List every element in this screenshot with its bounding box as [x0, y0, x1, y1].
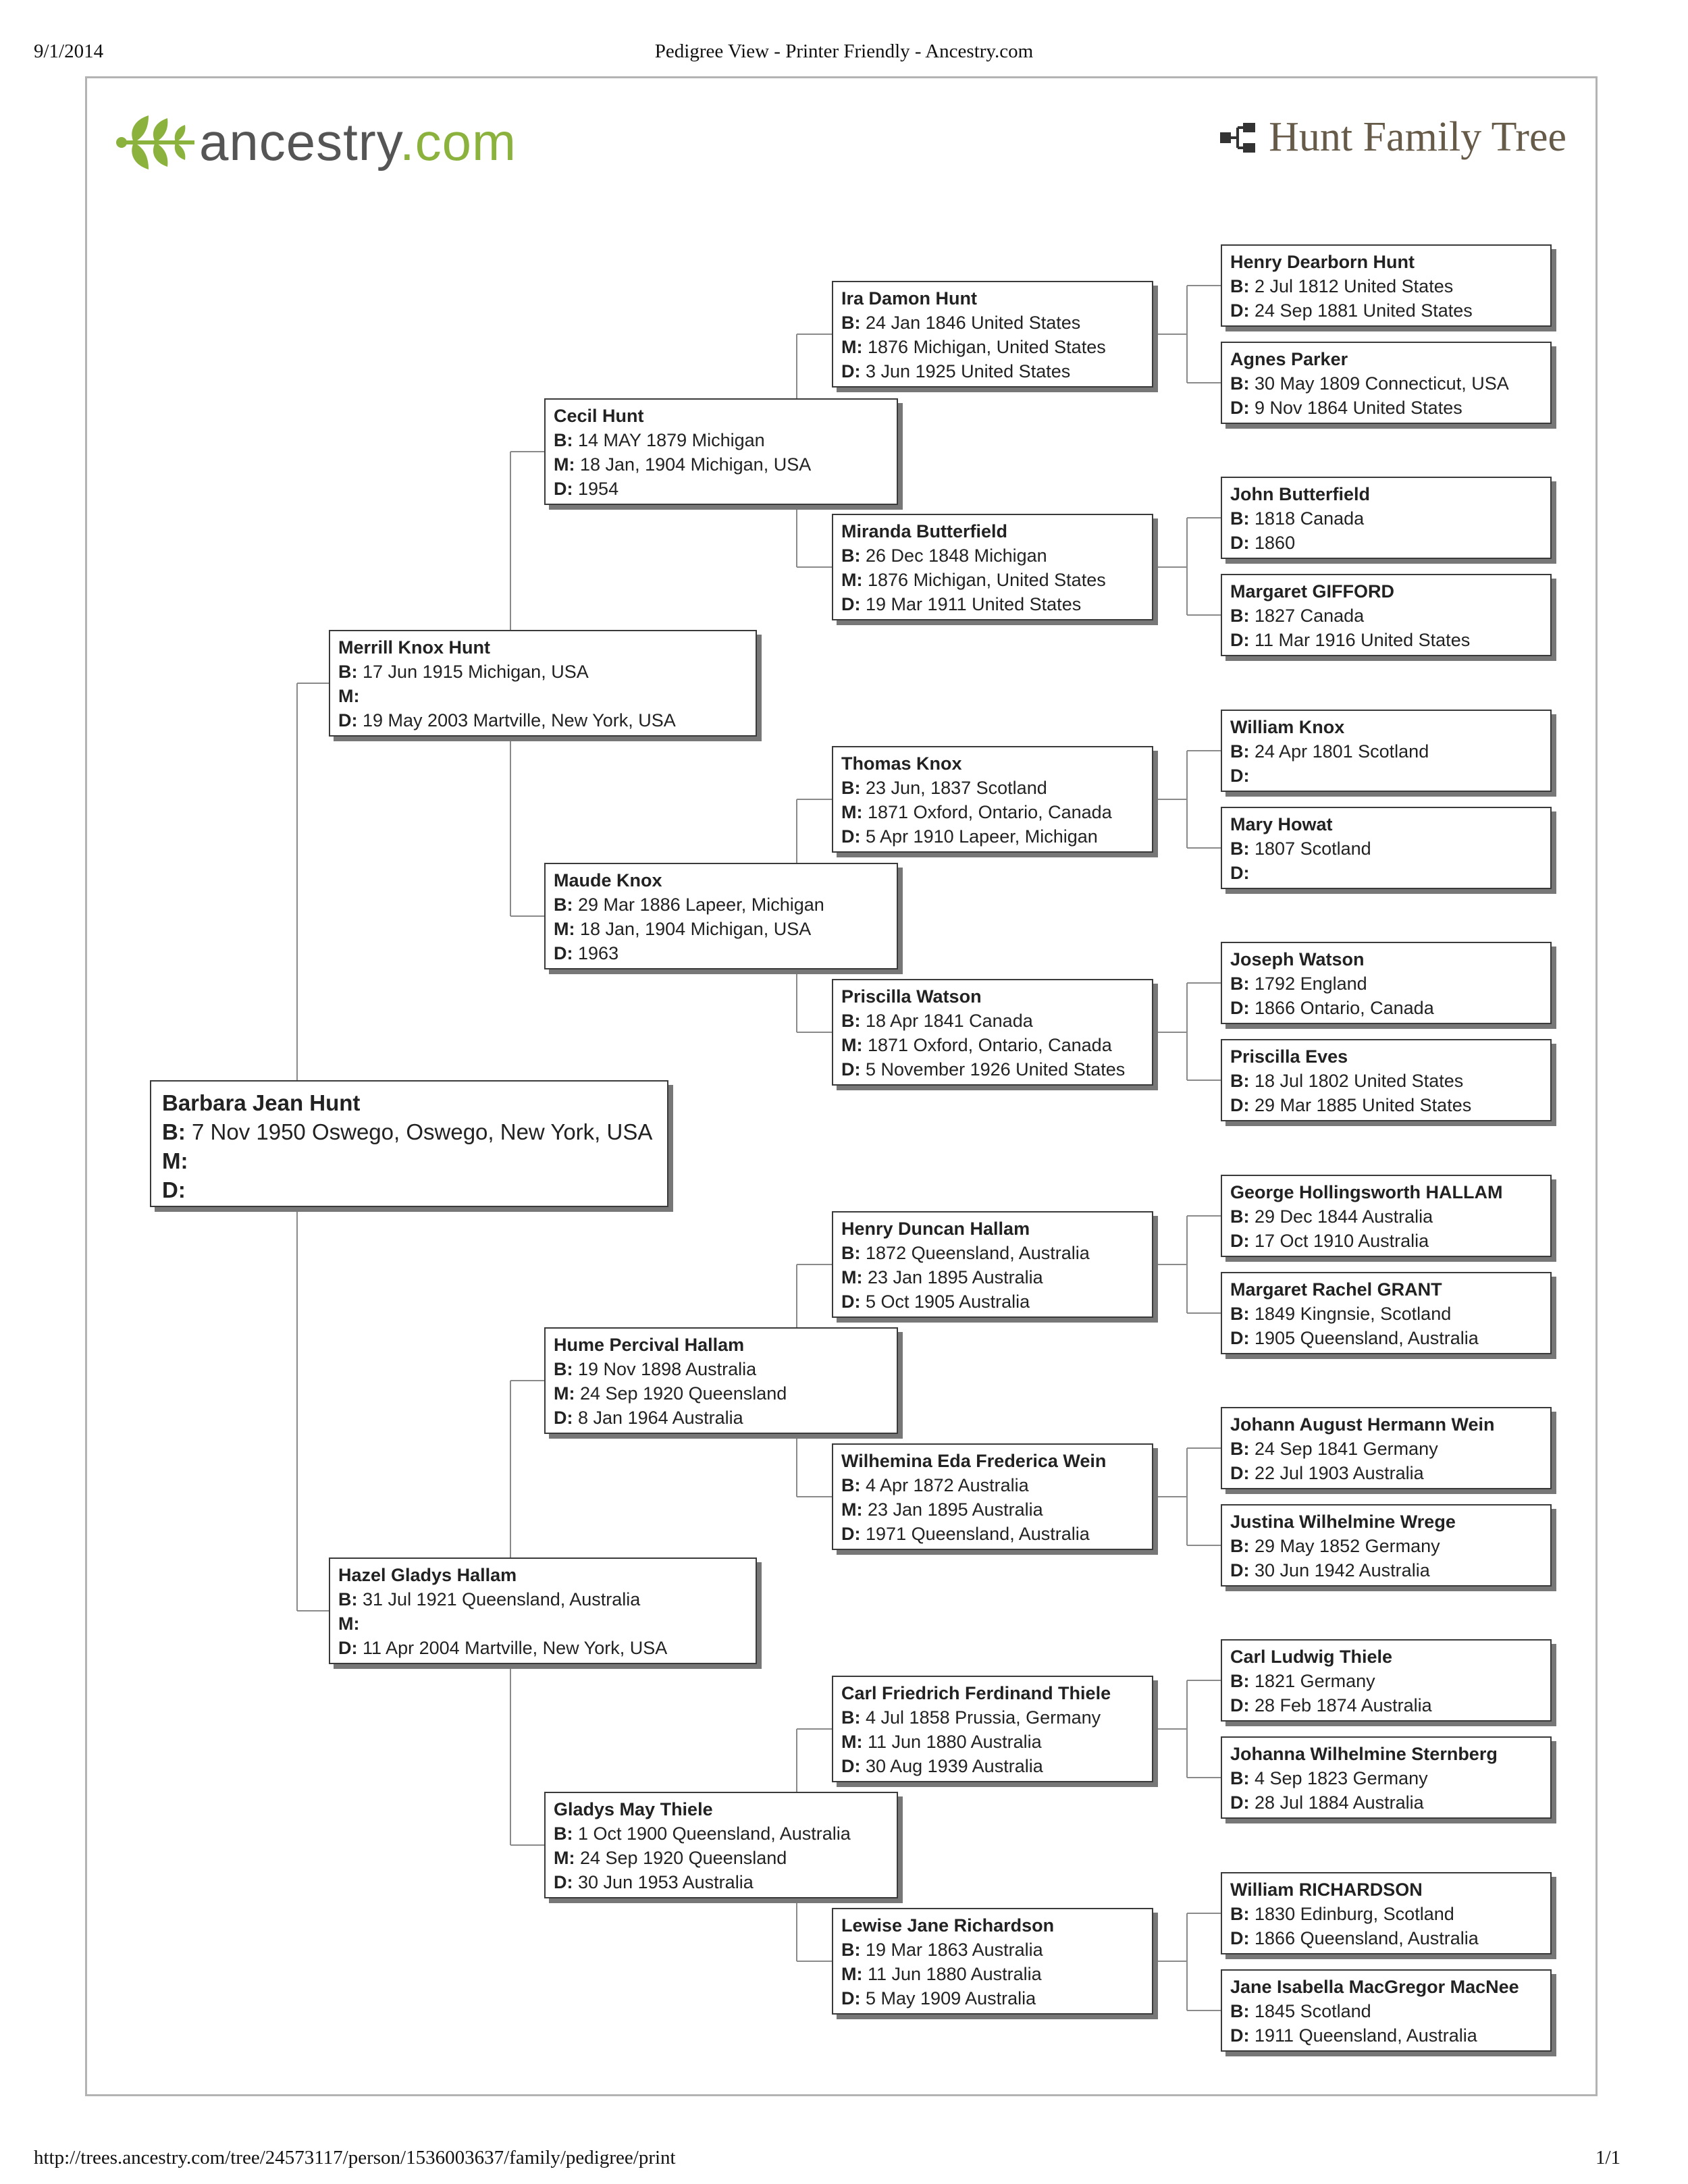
married-value: 18 Jan, 1904 Michigan, USA: [580, 454, 812, 475]
person-name[interactable]: Gladys May Thiele: [554, 1799, 713, 1819]
person-card-h14[interactable]: [1221, 1736, 1552, 1819]
person-name[interactable]: Cecil Hunt: [554, 406, 644, 426]
person-name[interactable]: Priscilla Eves: [1230, 1046, 1348, 1067]
died-value: 1911 Queensland, Australia: [1255, 2025, 1477, 2046]
person-card-mf[interactable]: [544, 1327, 898, 1434]
born-label: B:: [554, 430, 573, 450]
person-card-g5[interactable]: [832, 1211, 1153, 1318]
died-label: D:: [1230, 863, 1250, 883]
person-name[interactable]: Miranda Butterfield: [841, 521, 1008, 541]
person-card-h12[interactable]: [1221, 1504, 1552, 1587]
died-value: 1954: [578, 479, 619, 499]
person-card-g7[interactable]: [832, 1676, 1153, 1782]
born-row: [841, 311, 1144, 335]
person-name[interactable]: Henry Dearborn Hunt: [1230, 252, 1415, 272]
married-label: M:: [338, 1614, 360, 1634]
died-value: 30 Aug 1939 Australia: [866, 1756, 1043, 1776]
born-value: 4 Apr 1872 Australia: [866, 1475, 1029, 1495]
person-card-root[interactable]: [150, 1080, 668, 1207]
died-label: D:: [1230, 1695, 1250, 1715]
born-label: B:: [1230, 1304, 1250, 1324]
person-name[interactable]: Jane Isabella MacGregor MacNee: [1230, 1977, 1519, 1997]
died-value: 19 Mar 1911 United States: [866, 594, 1082, 614]
born-row: [1230, 274, 1542, 298]
person-name[interactable]: Margaret Rachel GRANT: [1230, 1279, 1442, 1300]
person-name[interactable]: Hazel Gladys Hallam: [338, 1565, 517, 1585]
died-label: D:: [1230, 1928, 1250, 1948]
print-page-number: 1/1: [1595, 2147, 1620, 2168]
married-row: [554, 917, 889, 941]
married-row: [841, 1962, 1144, 1986]
married-value: 1871 Oxford, Ontario, Canada: [868, 1035, 1112, 1055]
born-value: 1830 Edinburg, Scotland: [1255, 1904, 1454, 1924]
born-row: [1230, 971, 1542, 996]
born-value: 31 Jul 1921 Queensland, Australia: [363, 1589, 641, 1609]
married-row: [841, 335, 1144, 359]
died-value: 5 November 1926 United States: [866, 1059, 1126, 1080]
born-value: 29 May 1852 Germany: [1255, 1536, 1440, 1556]
married-label: M:: [841, 1732, 863, 1752]
died-value: 11 Apr 2004 Martville, New York, USA: [363, 1638, 668, 1658]
tree-title: Hunt Family Tree: [1269, 114, 1566, 160]
born-row: [1230, 1437, 1542, 1461]
person-name[interactable]: Carl Ludwig Thiele: [1230, 1647, 1393, 1667]
born-value: 1807 Scotland: [1255, 838, 1371, 859]
person-name[interactable]: Johanna Wilhelmine Sternberg: [1230, 1744, 1498, 1764]
married-row: [841, 1033, 1144, 1057]
person-card-fm[interactable]: [544, 863, 898, 969]
married-row: [554, 452, 889, 477]
died-row: [1230, 1790, 1542, 1815]
married-label: M:: [162, 1148, 188, 1173]
person-card-g6[interactable]: [832, 1443, 1153, 1550]
married-row: [841, 568, 1144, 592]
married-row: [338, 684, 747, 708]
died-label: D:: [1230, 533, 1250, 553]
died-label: D:: [841, 1059, 861, 1080]
died-value: 24 Sep 1881 United States: [1255, 300, 1473, 321]
born-value: 4 Jul 1858 Prussia, Germany: [866, 1707, 1101, 1728]
died-value: 1866 Ontario, Canada: [1255, 998, 1434, 1018]
print-page-title: Pedigree View - Printer Friendly - Ancestry.com: [654, 41, 1034, 62]
born-label: B:: [841, 1011, 861, 1031]
person-name[interactable]: Joseph Watson: [1230, 949, 1365, 969]
person-card-ff[interactable]: [544, 398, 898, 505]
died-row: [841, 359, 1144, 383]
died-value: 29 Mar 1885 United States: [1255, 1095, 1472, 1115]
person-card-h6[interactable]: [1221, 807, 1552, 889]
born-label: B:: [554, 895, 573, 915]
born-row: [1230, 604, 1542, 628]
born-row: [1230, 739, 1542, 764]
died-row: [1230, 1558, 1542, 1582]
married-value: 11 Jun 1880 Australia: [868, 1732, 1042, 1752]
born-row: [554, 428, 889, 452]
print-url: http://trees.ancestry.com/tree/24573117/person/1536003637/family/pedigree/print: [34, 2147, 676, 2168]
born-label: B:: [841, 545, 861, 566]
died-row: [338, 1636, 747, 1660]
person-name[interactable]: Margaret GIFFORD: [1230, 581, 1395, 602]
person-name[interactable]: Johann August Hermann Wein: [1230, 1414, 1495, 1435]
died-value: 1905 Queensland, Australia: [1255, 1328, 1479, 1348]
born-label: B:: [1230, 2001, 1250, 2021]
married-label: M:: [554, 919, 575, 939]
died-row: [841, 1754, 1144, 1778]
person-card-h16[interactable]: [1221, 1969, 1552, 2052]
born-value: 29 Mar 1886 Lapeer, Michigan: [578, 895, 824, 915]
born-label: B:: [1230, 1904, 1250, 1924]
person-name[interactable]: Barbara Jean Hunt: [162, 1090, 361, 1115]
born-label: B:: [1230, 1671, 1250, 1691]
married-row: [554, 1846, 889, 1870]
married-label: M:: [841, 1035, 863, 1055]
died-value: 5 May 1909 Australia: [866, 1988, 1036, 2008]
person-card-g4[interactable]: [832, 979, 1153, 1086]
died-label: D:: [1230, 300, 1250, 321]
died-value: 19 May 2003 Martville, New York, USA: [363, 710, 676, 730]
person-name[interactable]: Hume Percival Hallam: [554, 1335, 745, 1355]
died-row: [554, 1870, 889, 1894]
person-card-g8[interactable]: [832, 1908, 1153, 2015]
person-card-h8[interactable]: [1221, 1039, 1552, 1121]
born-row: [1230, 1534, 1542, 1558]
print-date: 9/1/2014: [34, 41, 104, 62]
died-label: D:: [841, 1756, 861, 1776]
died-label: D:: [1230, 398, 1250, 418]
died-row: [841, 1986, 1144, 2010]
died-label: D:: [1230, 1231, 1250, 1251]
born-value: 26 Dec 1848 Michigan: [866, 545, 1047, 566]
married-row: [338, 1612, 747, 1636]
born-row: [1230, 836, 1542, 861]
born-label: B:: [1230, 1071, 1250, 1091]
person-name[interactable]: Agnes Parker: [1230, 349, 1348, 369]
born-row: [554, 1821, 889, 1846]
person-card-g2[interactable]: [832, 514, 1153, 620]
born-row: [338, 660, 747, 684]
born-value: 4 Sep 1823 Germany: [1255, 1768, 1428, 1788]
person-name[interactable]: John Butterfield: [1230, 484, 1370, 504]
died-row: [554, 477, 889, 501]
died-value: 1860: [1255, 533, 1296, 553]
born-label: B:: [554, 1823, 573, 1844]
died-value: 5 Apr 1910 Lapeer, Michigan: [866, 826, 1098, 847]
died-row: [554, 1406, 889, 1430]
married-label: M:: [841, 570, 863, 590]
person-name[interactable]: William Knox: [1230, 717, 1345, 737]
born-value: 1845 Scotland: [1255, 2001, 1371, 2021]
born-label: B:: [1230, 373, 1250, 394]
died-label: D:: [338, 710, 358, 730]
born-value: 1792 England: [1255, 974, 1367, 994]
born-row: [162, 1117, 656, 1146]
died-value: 28 Jul 1884 Australia: [1255, 1792, 1424, 1813]
born-row: [841, 1009, 1144, 1033]
born-label: B:: [1230, 838, 1250, 859]
person-card-h2[interactable]: [1221, 342, 1552, 424]
died-value: 28 Feb 1874 Australia: [1255, 1695, 1432, 1715]
born-value: 29 Dec 1844 Australia: [1255, 1206, 1433, 1227]
born-value: 24 Jan 1846 United States: [866, 313, 1081, 333]
born-label: B:: [841, 313, 861, 333]
died-row: [1230, 1926, 1542, 1950]
died-value: 8 Jan 1964 Australia: [578, 1408, 743, 1428]
person-card-h10[interactable]: [1221, 1272, 1552, 1354]
born-value: 23 Jun, 1837 Scotland: [866, 778, 1047, 798]
married-row: [841, 1265, 1144, 1289]
born-label: B:: [1230, 974, 1250, 994]
married-row: [841, 1497, 1144, 1522]
died-row: [1230, 1326, 1542, 1350]
died-row: [1230, 996, 1542, 1020]
born-value: 24 Apr 1801 Scotland: [1255, 741, 1429, 762]
died-label: D:: [841, 361, 861, 381]
married-value: 23 Jan 1895 Australia: [868, 1267, 1043, 1287]
died-row: [1230, 1229, 1542, 1253]
person-name[interactable]: Ira Damon Hunt: [841, 288, 978, 309]
married-label: M:: [338, 686, 360, 706]
born-row: [841, 543, 1144, 568]
married-value: 23 Jan 1895 Australia: [868, 1499, 1043, 1520]
born-value: 24 Sep 1841 Germany: [1255, 1439, 1438, 1459]
person-name[interactable]: Henry Duncan Hallam: [841, 1219, 1030, 1239]
person-name[interactable]: Wilhemina Eda Frederica Wein: [841, 1451, 1107, 1471]
died-value: 30 Jun 1942 Australia: [1255, 1560, 1430, 1580]
died-row: [841, 592, 1144, 616]
died-row: [1230, 628, 1542, 652]
died-label: D:: [1230, 2025, 1250, 2046]
person-card-g1[interactable]: [832, 281, 1153, 388]
died-label: D:: [1230, 766, 1250, 786]
born-label: B:: [1230, 508, 1250, 529]
person-name[interactable]: Mary Howat: [1230, 814, 1333, 834]
born-value: 1849 Kingnsie, Scotland: [1255, 1304, 1452, 1324]
born-row: [1230, 1999, 1542, 2023]
died-label: D:: [1230, 1328, 1250, 1348]
born-value: 14 MAY 1879 Michigan: [578, 430, 765, 450]
person-card-father[interactable]: [329, 630, 757, 737]
died-value: 22 Jul 1903 Australia: [1255, 1463, 1424, 1483]
born-label: B:: [1230, 1206, 1250, 1227]
died-row: [841, 1057, 1144, 1082]
born-value: 18 Apr 1841 Canada: [866, 1011, 1033, 1031]
person-card-mm[interactable]: [544, 1792, 898, 1898]
born-value: 1872 Queensland, Australia: [866, 1243, 1090, 1263]
born-row: [841, 1705, 1144, 1730]
married-label: M:: [841, 1267, 863, 1287]
married-value: 11 Jun 1880 Australia: [868, 1964, 1042, 1984]
born-row: [1230, 1302, 1542, 1326]
died-label: D:: [1230, 1095, 1250, 1115]
person-card-h3[interactable]: [1221, 477, 1552, 559]
married-label: M:: [554, 1383, 575, 1404]
died-row: [338, 708, 747, 733]
married-row: [554, 1381, 889, 1406]
died-row: [1230, 298, 1542, 323]
died-label: D:: [1230, 1560, 1250, 1580]
died-value: 1971 Queensland, Australia: [866, 1524, 1090, 1544]
born-row: [1230, 1669, 1542, 1693]
died-label: D:: [841, 594, 861, 614]
married-value: 24 Sep 1920 Queensland: [580, 1383, 787, 1404]
married-label: M:: [841, 1964, 863, 1984]
person-card-h15[interactable]: [1221, 1872, 1552, 1954]
person-card-h5[interactable]: [1221, 710, 1552, 792]
person-card-h9[interactable]: [1221, 1175, 1552, 1257]
person-card-g3[interactable]: [832, 746, 1153, 853]
died-row: [1230, 2023, 1542, 2048]
person-card-h13[interactable]: [1221, 1639, 1552, 1722]
married-label: M:: [841, 1499, 863, 1520]
died-row: [1230, 396, 1542, 420]
died-label: D:: [554, 1408, 573, 1428]
person-card-h1[interactable]: [1221, 244, 1552, 327]
married-value: 1871 Oxford, Ontario, Canada: [868, 802, 1112, 822]
died-label: D:: [841, 1988, 861, 2008]
married-label: M:: [554, 1848, 575, 1868]
married-value: 18 Jan, 1904 Michigan, USA: [580, 919, 812, 939]
person-name[interactable]: Carl Friedrich Ferdinand Thiele: [841, 1683, 1111, 1703]
born-label: B:: [1230, 1768, 1250, 1788]
born-value: 19 Nov 1898 Australia: [578, 1359, 757, 1379]
born-label: B:: [841, 1940, 861, 1960]
died-row: [1230, 1461, 1542, 1485]
person-name[interactable]: Justina Wilhelmine Wrege: [1230, 1512, 1456, 1532]
born-label: B:: [1230, 1439, 1250, 1459]
born-label: B:: [162, 1119, 186, 1144]
born-label: B:: [1230, 276, 1250, 296]
born-label: B:: [841, 1707, 861, 1728]
died-label: D:: [1230, 1792, 1250, 1813]
married-row: [162, 1146, 656, 1175]
born-label: B:: [338, 662, 358, 682]
logo-domain: .com: [400, 112, 517, 171]
died-value: 9 Nov 1864 United States: [1255, 398, 1462, 418]
died-value: 3 Jun 1925 United States: [866, 361, 1071, 381]
person-card-mother[interactable]: [329, 1557, 757, 1664]
died-value: 1866 Queensland, Australia: [1255, 1928, 1479, 1948]
person-card-h7[interactable]: [1221, 942, 1552, 1024]
died-label: D:: [1230, 1463, 1250, 1483]
died-row: [554, 941, 889, 965]
born-row: [554, 893, 889, 917]
died-label: D:: [1230, 630, 1250, 650]
person-name[interactable]: Priscilla Watson: [841, 986, 982, 1007]
person-name[interactable]: William RICHARDSON: [1230, 1880, 1423, 1900]
married-label: M:: [841, 802, 863, 822]
died-row: [841, 1522, 1144, 1546]
died-label: D:: [841, 826, 861, 847]
died-label: D:: [554, 943, 573, 963]
born-label: B:: [554, 1359, 573, 1379]
married-value: 24 Sep 1920 Queensland: [580, 1848, 787, 1868]
married-value: 1876 Michigan, United States: [868, 337, 1106, 357]
born-label: B:: [1230, 741, 1250, 762]
died-label: D:: [841, 1524, 861, 1544]
married-label: M:: [841, 337, 863, 357]
born-row: [1230, 1766, 1542, 1790]
married-row: [841, 800, 1144, 824]
person-name[interactable]: Thomas Knox: [841, 753, 962, 774]
married-row: [841, 1730, 1144, 1754]
born-row: [841, 1473, 1144, 1497]
born-row: [1230, 371, 1542, 396]
died-row: [1230, 1693, 1542, 1717]
born-row: [554, 1357, 889, 1381]
born-value: 2 Jul 1812 United States: [1255, 276, 1454, 296]
born-value: 1821 Germany: [1255, 1671, 1375, 1691]
logo-name: ancestry: [199, 112, 400, 171]
born-row: [338, 1587, 747, 1612]
born-value: 1827 Canada: [1255, 606, 1365, 626]
born-label: B:: [1230, 606, 1250, 626]
born-value: 7 Nov 1950 Oswego, Oswego, New York, USA: [192, 1119, 653, 1144]
died-row: [1230, 1093, 1542, 1117]
person-name[interactable]: Maude Knox: [554, 870, 662, 890]
married-label: M:: [554, 454, 575, 475]
born-row: [841, 1938, 1144, 1962]
died-label: D:: [841, 1291, 861, 1312]
born-value: 19 Mar 1863 Australia: [866, 1940, 1043, 1960]
died-value: 30 Jun 1953 Australia: [578, 1872, 754, 1892]
born-label: B:: [1230, 1536, 1250, 1556]
born-row: [841, 776, 1144, 800]
died-label: D:: [338, 1638, 358, 1658]
person-card-h4[interactable]: [1221, 574, 1552, 656]
born-value: 18 Jul 1802 United States: [1255, 1071, 1464, 1091]
person-name[interactable]: George Hollingsworth HALLAM: [1230, 1182, 1503, 1202]
born-label: B:: [841, 778, 861, 798]
born-value: 17 Jun 1915 Michigan, USA: [363, 662, 589, 682]
died-label: D:: [554, 1872, 573, 1892]
died-value: 1963: [578, 943, 619, 963]
born-label: B:: [841, 1475, 861, 1495]
born-value: 30 May 1809 Connecticut, USA: [1255, 373, 1509, 394]
person-card-h11[interactable]: [1221, 1407, 1552, 1489]
died-row: [1230, 764, 1542, 788]
died-value: 5 Oct 1905 Australia: [866, 1291, 1030, 1312]
born-label: B:: [338, 1589, 358, 1609]
born-label: B:: [841, 1243, 861, 1263]
born-row: [1230, 1902, 1542, 1926]
person-name[interactable]: Lewise Jane Richardson: [841, 1915, 1055, 1936]
died-row: [841, 824, 1144, 849]
died-value: 17 Oct 1910 Australia: [1255, 1231, 1429, 1251]
born-value: 1818 Canada: [1255, 508, 1365, 529]
married-value: 1876 Michigan, United States: [868, 570, 1106, 590]
died-row: [1230, 531, 1542, 555]
died-row: [162, 1175, 656, 1204]
born-row: [1230, 1204, 1542, 1229]
born-value: 1 Oct 1900 Queensland, Australia: [578, 1823, 851, 1844]
died-row: [1230, 861, 1542, 885]
died-row: [841, 1289, 1144, 1314]
born-row: [1230, 1069, 1542, 1093]
died-value: 11 Mar 1916 United States: [1255, 630, 1471, 650]
born-row: [1230, 506, 1542, 531]
died-label: D:: [554, 479, 573, 499]
died-label: D:: [162, 1177, 186, 1202]
born-row: [841, 1241, 1144, 1265]
person-name[interactable]: Merrill Knox Hunt: [338, 637, 491, 658]
died-label: D:: [1230, 998, 1250, 1018]
